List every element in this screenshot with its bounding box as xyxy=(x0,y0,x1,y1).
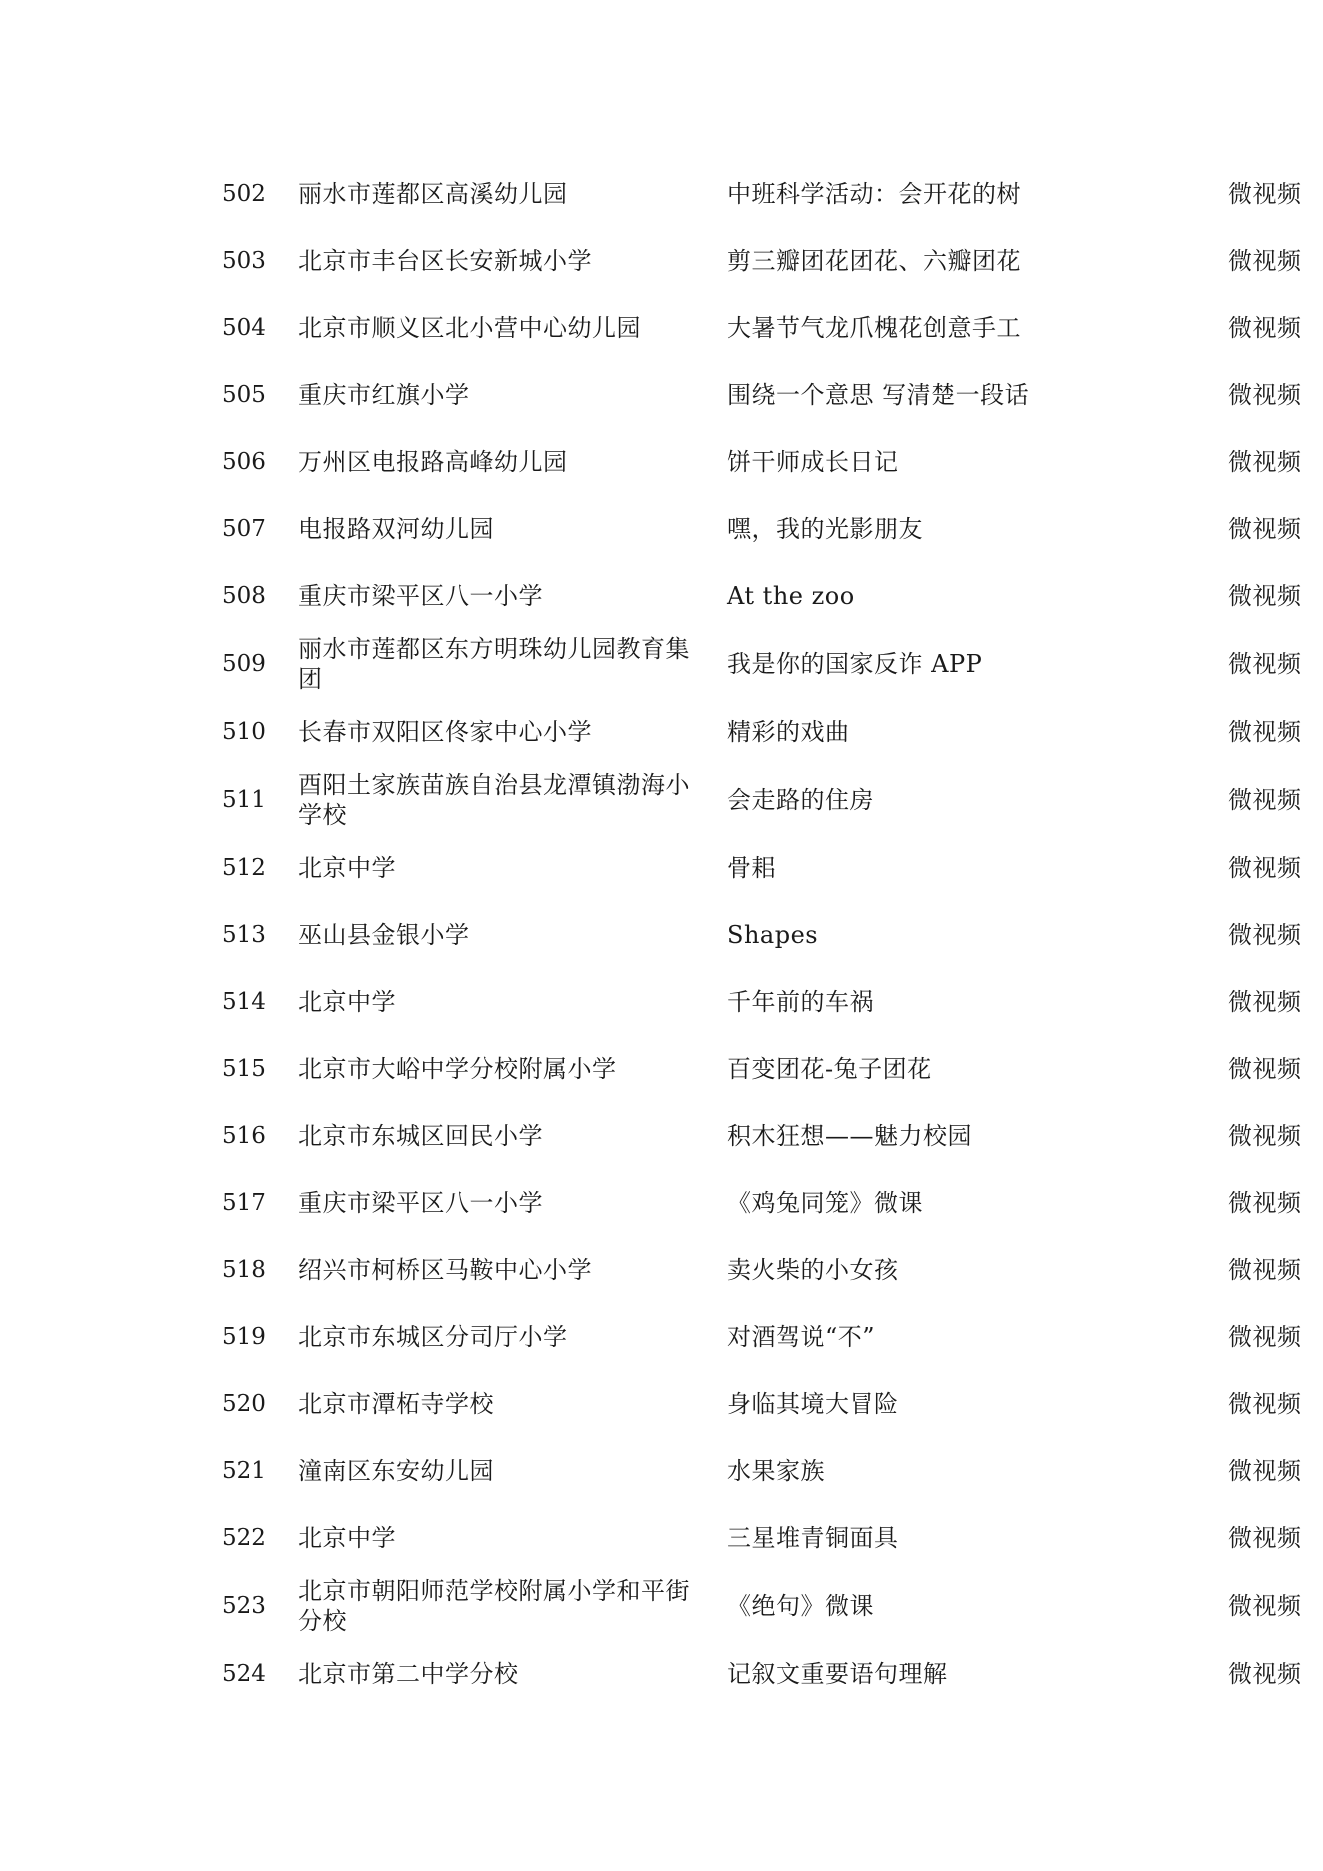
work-title: 《绝句》微课 xyxy=(727,1591,874,1620)
school-name: 绍兴市柯桥区马鞍中心小学 xyxy=(298,1255,592,1284)
school-name: 潼南区东安幼儿园 xyxy=(298,1456,494,1485)
table-row xyxy=(0,1169,1323,1236)
row-number: 503 xyxy=(222,247,266,274)
row-number: 517 xyxy=(222,1189,266,1216)
school-name: 北京市丰台区长安新城小学 xyxy=(298,246,592,275)
work-title: 水果家族 xyxy=(727,1456,825,1485)
table-row xyxy=(0,428,1323,495)
school-name: 电报路双河幼儿园 xyxy=(298,514,494,543)
work-type: 微视频 xyxy=(1228,1255,1302,1284)
table-row xyxy=(0,495,1323,562)
work-type: 微视频 xyxy=(1228,1389,1302,1418)
work-type: 微视频 xyxy=(1228,717,1302,746)
school-name: 北京市顺义区北小营中心幼儿园 xyxy=(298,313,641,342)
row-number: 515 xyxy=(222,1055,266,1082)
table-row xyxy=(0,1102,1323,1169)
work-type: 微视频 xyxy=(1228,1121,1302,1150)
row-number: 505 xyxy=(222,381,266,408)
table-row xyxy=(0,698,1323,765)
work-type: 微视频 xyxy=(1228,1523,1302,1552)
work-type: 微视频 xyxy=(1228,447,1302,476)
table-row xyxy=(0,1640,1323,1707)
work-type: 微视频 xyxy=(1228,1054,1302,1083)
table-row xyxy=(0,1303,1323,1370)
work-title: Shapes xyxy=(727,920,819,949)
work-title: 百变团花-兔子团花 xyxy=(727,1054,932,1083)
school-name: 丽水市莲都区高溪幼儿园 xyxy=(298,179,568,208)
table-row xyxy=(0,227,1323,294)
row-number: 524 xyxy=(222,1660,266,1687)
school-name: 北京市东城区分司厅小学 xyxy=(298,1322,568,1351)
row-number: 520 xyxy=(222,1390,266,1417)
work-type: 微视频 xyxy=(1228,581,1302,610)
work-type: 微视频 xyxy=(1228,785,1302,814)
row-number: 514 xyxy=(222,988,266,1015)
school-name: 北京市大峪中学分校附属小学 xyxy=(298,1054,617,1083)
row-number: 509 xyxy=(222,650,266,677)
work-title: 千年前的车祸 xyxy=(727,987,874,1016)
table-row xyxy=(0,562,1323,629)
work-type: 微视频 xyxy=(1228,514,1302,543)
work-title: 嘿，我的光影朋友 xyxy=(727,514,923,543)
work-title: 卖火柴的小女孩 xyxy=(727,1255,899,1284)
work-type: 微视频 xyxy=(1228,1591,1302,1620)
row-number: 502 xyxy=(222,180,266,207)
school-name: 北京市朝阳师范学校附属小学和平街分校 xyxy=(298,1576,690,1635)
school-name: 万州区电报路高峰幼儿园 xyxy=(298,447,568,476)
school-name: 北京市第二中学分校 xyxy=(298,1659,519,1688)
work-type: 微视频 xyxy=(1228,649,1302,678)
work-title: 围绕一个意思 写清楚一段话 xyxy=(727,380,1030,409)
row-number: 522 xyxy=(222,1524,266,1551)
work-title: 积木狂想——魅力校园 xyxy=(727,1121,972,1150)
work-type: 微视频 xyxy=(1228,1188,1302,1217)
work-type: 微视频 xyxy=(1228,246,1302,275)
work-type: 微视频 xyxy=(1228,1322,1302,1351)
results-table xyxy=(0,160,1323,1707)
table-row xyxy=(0,834,1323,901)
work-title: 身临其境大冒险 xyxy=(727,1389,899,1418)
row-number: 504 xyxy=(222,314,266,341)
row-number: 507 xyxy=(222,515,266,542)
row-number: 511 xyxy=(222,786,266,813)
table-row xyxy=(0,1370,1323,1437)
school-name: 北京中学 xyxy=(298,1523,396,1552)
work-title: 中班科学活动：会开花的树 xyxy=(727,179,1021,208)
work-title: 饼干师成长日记 xyxy=(727,447,899,476)
school-name: 丽水市莲都区东方明珠幼儿园教育集团 xyxy=(298,634,690,693)
school-name: 长春市双阳区佟家中心小学 xyxy=(298,717,592,746)
table-row xyxy=(0,1035,1323,1102)
school-name: 北京中学 xyxy=(298,987,396,1016)
school-name: 北京市东城区回民小学 xyxy=(298,1121,543,1150)
table-row xyxy=(0,1504,1323,1571)
work-title: 三星堆青铜面具 xyxy=(727,1523,899,1552)
row-number: 512 xyxy=(222,854,266,881)
table-row xyxy=(0,361,1323,428)
table-row xyxy=(0,1437,1323,1504)
row-number: 513 xyxy=(222,921,266,948)
row-number: 516 xyxy=(222,1122,266,1149)
table-row xyxy=(0,968,1323,1035)
school-name: 酉阳土家族苗族自治县龙潭镇渤海小学校 xyxy=(298,770,690,829)
work-type: 微视频 xyxy=(1228,1456,1302,1485)
row-number: 521 xyxy=(222,1457,266,1484)
table-row xyxy=(0,901,1323,968)
table-row xyxy=(0,629,1323,698)
table-row xyxy=(0,294,1323,361)
work-title: 剪三瓣团花团花、六瓣团花 xyxy=(727,246,1021,275)
work-title: 记叙文重要语句理解 xyxy=(727,1659,948,1688)
work-title: 我是你的国家反诈 APP xyxy=(727,649,983,678)
row-number: 508 xyxy=(222,582,266,609)
row-number: 523 xyxy=(222,1592,266,1619)
work-type: 微视频 xyxy=(1228,1659,1302,1688)
row-number: 518 xyxy=(222,1256,266,1283)
work-type: 微视频 xyxy=(1228,179,1302,208)
school-name: 重庆市梁平区八一小学 xyxy=(298,1188,543,1217)
row-number: 519 xyxy=(222,1323,266,1350)
work-title: 对酒驾说“不” xyxy=(727,1322,876,1351)
row-number: 510 xyxy=(222,718,266,745)
table-row xyxy=(0,1571,1323,1640)
school-name: 巫山县金银小学 xyxy=(298,920,470,949)
work-title: 《鸡兔同笼》微课 xyxy=(727,1188,923,1217)
table-row xyxy=(0,1236,1323,1303)
work-type: 微视频 xyxy=(1228,380,1302,409)
table-row xyxy=(0,765,1323,834)
work-title: 骨耜 xyxy=(727,853,776,882)
school-name: 北京中学 xyxy=(298,853,396,882)
work-type: 微视频 xyxy=(1228,920,1302,949)
school-name: 重庆市红旗小学 xyxy=(298,380,470,409)
work-type: 微视频 xyxy=(1228,313,1302,342)
work-title: 精彩的戏曲 xyxy=(727,717,850,746)
school-name: 北京市潭柘寺学校 xyxy=(298,1389,494,1418)
row-number: 506 xyxy=(222,448,266,475)
work-title: 会走路的住房 xyxy=(727,785,874,814)
school-name: 重庆市梁平区八一小学 xyxy=(298,581,543,610)
work-type: 微视频 xyxy=(1228,987,1302,1016)
table-row xyxy=(0,160,1323,227)
work-title: At the zoo xyxy=(727,581,855,610)
work-type: 微视频 xyxy=(1228,853,1302,882)
work-title: 大暑节气龙爪槐花创意手工 xyxy=(727,313,1021,342)
